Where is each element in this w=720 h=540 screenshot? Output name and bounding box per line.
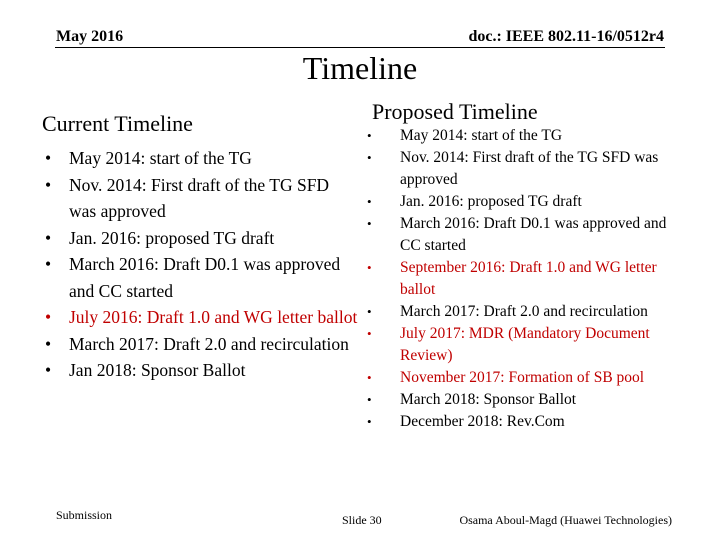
timeline-item — [40, 225, 360, 252]
timeline-item-text: May 2014: start of the TG — [400, 127, 563, 144]
bullet-icon: • — [367, 128, 372, 143]
timeline-item — [40, 304, 360, 331]
timeline-item-text: September 2016: Draft 1.0 and WG letter ballot — [400, 259, 657, 298]
timeline-item-text: March 2017: Draft 2.0 and recirculation — [69, 333, 349, 354]
bullet-icon: • — [367, 260, 372, 275]
footer-submission: Submission — [56, 508, 113, 522]
timeline-item — [360, 411, 675, 433]
timeline-item — [360, 147, 675, 191]
bullet-icon: • — [367, 304, 372, 319]
timeline-item-text: November 2017: Formation of SB pool — [400, 369, 645, 386]
timeline-item-text: March 2018: Sponsor Ballot — [400, 391, 577, 408]
timeline-item — [360, 191, 675, 213]
bullet-icon: • — [45, 227, 52, 248]
header-doc-id: doc.: IEEE 802.11-16/0512r4 — [468, 28, 664, 45]
timeline-item — [360, 389, 675, 411]
footer-author: Osama Aboul-Magd (Huawei Technologies) — [459, 513, 672, 527]
timeline-item-text: Nov. 2014: First draft of the TG SFD was approved — [69, 174, 330, 221]
bullet-icon: • — [367, 150, 372, 165]
timeline-item-text: July 2016: Draft 1.0 and WG letter ballot — [69, 307, 358, 327]
timeline-item — [360, 323, 675, 367]
timeline-item-text: Jan. 2016: proposed TG draft — [69, 227, 275, 248]
bullet-icon: • — [367, 392, 372, 407]
timeline-item-text: March 2016: Draft D0.1 was approved and CC started — [69, 254, 341, 301]
timeline-item — [40, 145, 360, 172]
proposed-timeline-list — [360, 125, 675, 433]
timeline-item-text: Jan. 2016: proposed TG draft — [400, 193, 582, 210]
timeline-item — [360, 367, 675, 389]
bullet-icon: • — [367, 370, 372, 385]
timeline-item-text: Nov. 2014: First draft of the TG SFD was approved — [400, 149, 659, 188]
timeline-item-text: May 2014: start of the TG — [69, 148, 252, 168]
bullet-icon: • — [45, 307, 52, 327]
bullet-icon: • — [45, 174, 52, 195]
timeline-item-text: March 2016: Draft D0.1 was approved and CC started — [400, 215, 667, 254]
timeline-item-text: March 2017: Draft 2.0 and recirculation — [400, 303, 648, 320]
timeline-item-text: Jan 2018: Sponsor Ballot — [69, 360, 246, 380]
bullet-icon: • — [45, 333, 52, 354]
footer-slide-number: Slide 30 — [342, 513, 382, 527]
bullet-icon: • — [45, 254, 52, 274]
timeline-item — [40, 172, 360, 225]
timeline-item — [40, 331, 360, 358]
header-divider — [55, 47, 665, 48]
bullet-icon: • — [45, 148, 52, 168]
timeline-item — [360, 125, 675, 147]
timeline-item — [360, 213, 675, 257]
proposed-timeline-heading: Proposed Timeline — [372, 99, 538, 124]
timeline-item — [360, 301, 675, 323]
timeline-item — [40, 357, 360, 384]
timeline-item — [40, 251, 360, 304]
header-date: May 2016 — [56, 28, 124, 45]
slide-title: Timeline — [302, 50, 418, 86]
timeline-item-text: December 2018: Rev.Com — [400, 413, 565, 430]
timeline-item — [360, 257, 675, 301]
bullet-icon: • — [367, 194, 372, 209]
current-timeline-heading: Current Timeline — [42, 111, 193, 136]
bullet-icon: • — [45, 360, 52, 380]
bullet-icon: • — [367, 414, 372, 429]
timeline-item-text: July 2017: MDR (Mandatory Document Review) — [400, 325, 650, 364]
bullet-icon: • — [367, 326, 372, 341]
current-timeline-list — [40, 145, 360, 384]
bullet-icon: • — [367, 216, 372, 231]
